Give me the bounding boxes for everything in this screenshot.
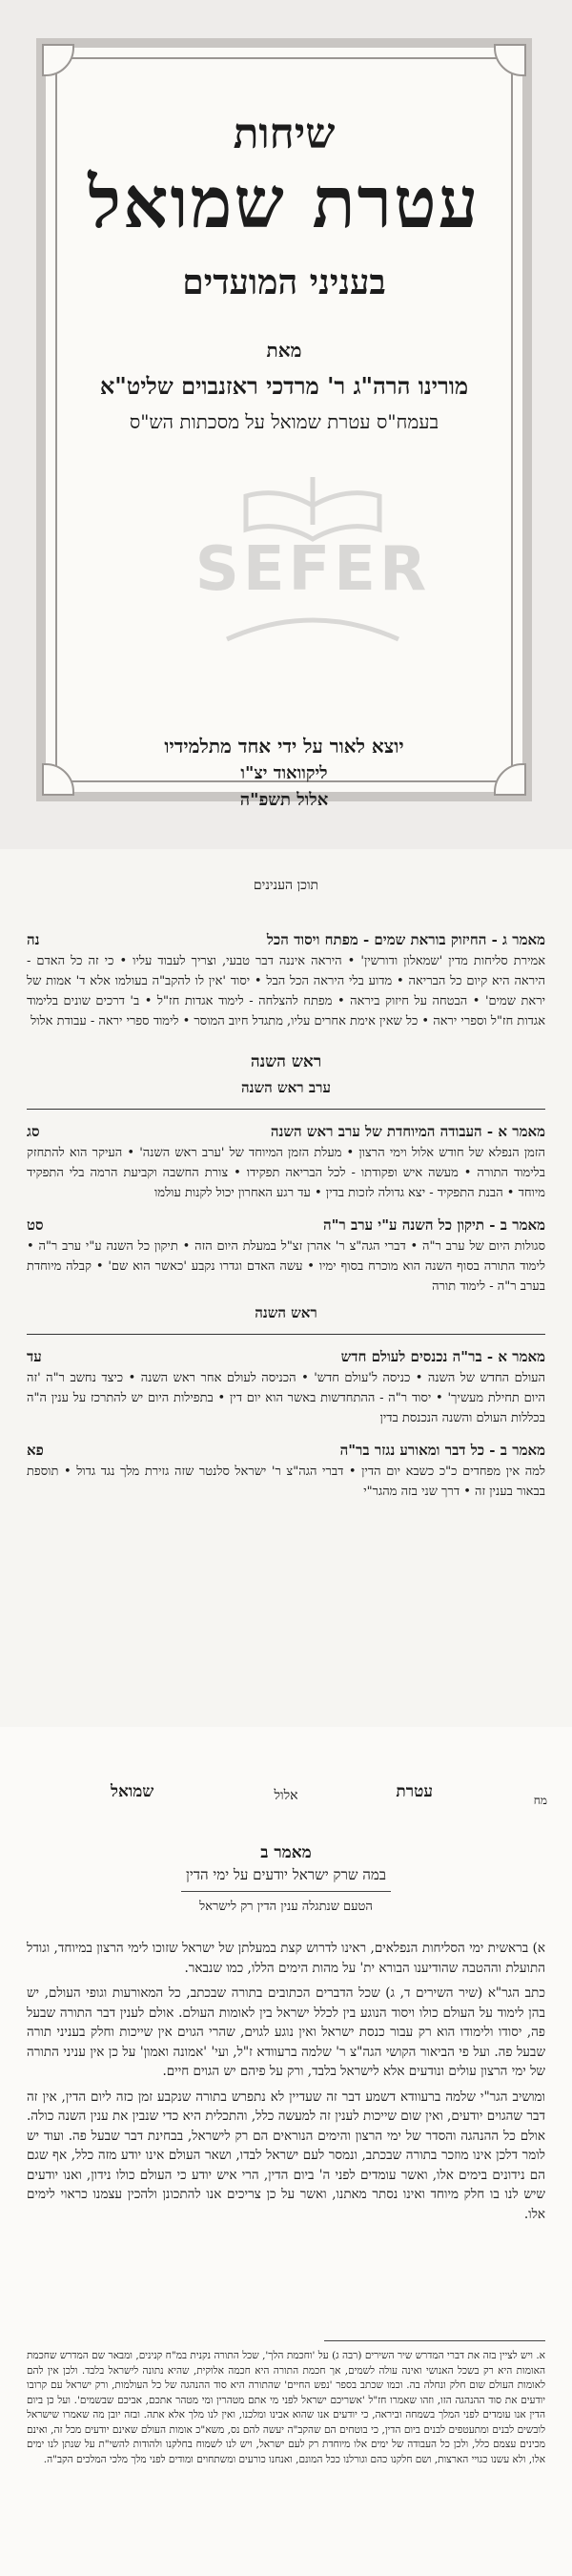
frame-corner	[494, 44, 526, 76]
toc-entry-description: למה אין מפחדים כ"כ כשבא יום הדין • דברי הגה"צ ר' ישראל סלנטר שזה גזירת מלך נגד גדול • תוספת בבאור בענין זה • דרך שני בזה מהגר"י	[27, 1465, 545, 1499]
watermark-text: SEFER	[194, 534, 431, 605]
section-heading: הטעם שנתגלה ענין הדין רק לישראל	[199, 1900, 373, 1914]
header-title-right: עטרת	[396, 1782, 433, 1801]
footnote: א. ויש לציין בזה את דברי המדרש שיר השירים (רבה ג) על 'וחכמת הלך', שכל התורה נקנית במ"ח קנינים, ומבאר שם המדרש שחכמת האומות היא רק בשכל האנושי ואינה עולה לשמים, אך חכמת התורה היא חכמה אלוקית, שהיא נתונה לישראל בלבד. ולכן אין להם לאומות העולם שום חלק ונחלה בה. וכמו שכתב בספר 'נפש החיים' שהתורה היא סוד ההנהגה של כל העולמות, ורק ישראל עם קרובו יודעים את סוד ההנהגה הזו, וזהו שאמרו חז"ל 'אשריכם ישראל לפני מי אתם מטהרין ומי מטהר אתכם, אביכם שבשמים'. ועל כן ביום הדין אנו עומדים לפני המלך בשמחה וביראה, כי יודעים אנו שהוא אבינו ומלכנו, ואין לנו מלך אלא אתה. ובזה יובן מה שאמרו שישראל לובשים לבנים ומתעטפים לבנים ביום הדין, כי בוטחים הם שהקב"ה יעשה להם נס, משא"כ אומות העולם שאינם יודעים מכל זה, ואינם מכינים עצמם כלל, ולכן כל העבודה של ימים אלו מיוחדת רק לעם ישראל, ויש לנו לשמוח בחלקנו ולהודות להשי"ת על שנתן לנו ימים אלו, ולא עשנו כגויי הארצות, ושם חלקנו כהם וגורלנו ככל המונם, ואנחנו כורעים ומשתחוים ומודים לפני מלך מלכי המלכים הקב"ה.	[27, 2350, 545, 2465]
chapter-title: מאמר ב	[260, 1843, 312, 1862]
frame-corner	[42, 44, 74, 76]
toc-title: תוכן הענינים	[253, 878, 319, 893]
toc-entry-description: סגולות היום של ערב ר"ה • דברי הגה"צ ר' אהרן זצ"ל במעלת היום הזה • תיקון כל השנה ע"י ערב ר"ה • לימוד התורה בסוף השנה הוא מוכרח בסוף ימיו • עשה האדם וגדרו נקבע 'כאשר הוא שם' • קבלה מיוחדת בערב ר"ה - לימוד תורה	[27, 1239, 545, 1294]
toc-page-number: נה	[27, 931, 40, 948]
toc-entry-heading: מאמר ג - החיזוק בוראת שמים - מפתח ויסוד הכל	[266, 931, 545, 948]
toc-page-number: פא	[27, 1442, 44, 1459]
title-line-1: שיחות	[233, 110, 336, 158]
ornamental-frame	[36, 38, 532, 810]
header-section: אלול	[274, 1788, 298, 1803]
content-page	[0, 1727, 572, 2576]
title-page	[0, 0, 572, 849]
paragraph: א) בראשית ימי הסליחות הנפלאים, ראינו לדרוש קצת במעלתן של ישראל שזוכו לימי הרצון במיוחד, וגודל התועלת וההטבה שהודיענו הבורא ית' על מהות הימים הללו, כמו שנבאר.	[27, 1941, 545, 1976]
author-description: בעמח"ס עטרת שמואל על מסכתות הש"ס	[129, 410, 439, 433]
table-of-contents-page	[0, 849, 572, 1727]
toc-subsection-heading: ערב ראש השנה	[241, 1079, 331, 1096]
page-number: מח	[533, 1794, 547, 1807]
toc-entry-heading: מאמר א - העבודה המיוחדת של ערב ראש השנה	[270, 1123, 545, 1140]
toc-entry-description: אמירת סליחות מדין 'שמאלון ודורשין' • היראה איננה דבר טבעי, וצריך לעבוד עליו • כי זה כל האדם - היראה היא קיום כל הבריאה • מדוע בלי היראה הכל הבל • יסוד 'אין לו להקב"ה בעולמו אלא ד' אמות של יראת שמים' • הבטחה על חיזוק ביראה • מפתח להצלחה - לימוד אגדות חז"ל • ב' דרכים שונים בלימוד אגדות חז"ל וספרי יראה • כל שאין אימת אחרים עליו, מתגדל חיוב המוסר • לימוד ספרי יראה - עבודת אלול	[27, 954, 545, 1028]
divider	[27, 1334, 545, 1335]
chapter-subtitle: במה שרק ישראל יודעים על ימי הדין	[186, 1866, 386, 1883]
author-name: מורינו הרה"ג ר' מרדכי ראזנבוים שליט"א	[99, 372, 469, 400]
toc-entry[interactable]	[27, 1216, 545, 1235]
footnote-divider	[324, 2340, 545, 2341]
toc-entry-heading: מאמר ב - כל דבר ומאורע נגזר בר"ה	[339, 1442, 545, 1459]
book-title: עטרת שמואל	[88, 162, 480, 244]
header-title-left: שמואל	[111, 1782, 154, 1801]
toc-page-number: עד	[27, 1348, 42, 1365]
book-subtitle: בעניני המועדים	[182, 262, 386, 302]
toc-entry[interactable]	[27, 1442, 545, 1460]
sefer-watermark-logo	[189, 458, 437, 668]
toc-entry[interactable]	[27, 1348, 545, 1366]
divider	[181, 1891, 391, 1892]
publication-date: אלול תשפ"ה	[239, 790, 329, 810]
toc-entry-heading: מאמר ב - תיקון כל השנה ע"י ערב ר"ה	[322, 1216, 545, 1234]
toc-list	[27, 918, 545, 1502]
by-label: מאת	[266, 339, 302, 362]
paragraph: כתב הגר"א (שיר השירים ד, ג) שכל הדברים הכתובים בתורה שבכתב, כל המאורעות וגופי העולם, יש בהן לימוד על העולם כולו ויסוד הנוגע בין לכלל ישראל בין לאומות העולם. אולם לענין דבר התורה שבעל פה, יסודו ולימודו הוא רק עבור כנסת ישראל ואין נוגע לגוים, שהרי הגוים אין שייכות וחלק בעניני תורה שבעל פה. ועל פי הביאור הקושי הגה"צ ר' שלמה ברעוודא ז"ל, ועי' 'אמונה ואמון' על כן אין עניני התורה של ימי הרצון עולים ונודעים אלא לישראל בלבד, ורק על פיהם יש הגוים חיים.	[27, 1985, 546, 2079]
publisher-line: יוצא לאור על ידי אחד מתלמידיו	[164, 735, 404, 758]
toc-page-number: סט	[27, 1216, 44, 1234]
running-header	[25, 1782, 547, 1811]
toc-entry-description: הזמן הנפלא של חודש אלול וימי הרצון • מעלת הזמן המיוחד של 'ערב ראש השנה' • העיקר הוא להתחזק בלימוד התורה • מעשה איש ופקודתו - לכל הבריאה תפקידו • צורת החשבה וקביעת הרמה בלי התפקיד מיוחד • הבנת התפקיד - יצא גדולה לזכות בדין • עד רגע האחרון יכול לקנות עולמו	[27, 1146, 545, 1200]
toc-page-number: סג	[27, 1123, 40, 1140]
toc-section-heading: ראש השנה	[250, 1052, 322, 1071]
publication-place: ליקוואוד יצ"ו	[240, 763, 328, 783]
toc-entry[interactable]	[27, 931, 545, 949]
divider	[27, 1109, 545, 1110]
toc-entry-description: העולם החדש של השנה • כניסה ל'עולם חדש' • הכניסה לעולם אחר ראש השנה • כיצד נחשב ר"ה 'זה היום תחילת מעשיך' • יסוד ר"ה - ההתחדשות באשר הוא יום דין • בתפילות היום יש להתרכז על ענין ה"ה בכללות העולם והשנה הנכנסת בדין	[27, 1371, 545, 1425]
paragraph: ומושיב הגר"י שלמה ברעוודא דשמע דבר זה שעדיין לא נתפרש בתורה שנקבע זמן כזה ליום הדין, אין זה דבר שהגוים יודעים, ואין שום שייכות לענין זה למעשה כלל, והתכלית היא כדי שנבין את ענין השנה כולה. אולם כל ההנהגה והסדר של ימי הרצון והימים הנוראים הם רק לישראל, בבחינת דבר שבעל פה. ועוד יש לומר דלכן אינו מוזכר בתורה שבכתב, ונמסר לעם ישראל לבדו, ושאר העולם אינו יודע מזה כלל, אף שגם הם נידונים בימים אלו, ואשר עומדים לפני ה' ביום הדין, הרי איש יודע כי העולם כולו נידון, ואנו יודעים שיש לנו בו חלק מיוחד ואינו נסתר מאתנו, ואשר על כן צריכים אנו להתכונן ולהכין עצמנו כראוי לימים אלו.	[27, 2088, 545, 2222]
body-text	[27, 1939, 545, 2230]
toc-entry[interactable]	[27, 1123, 545, 1141]
toc-entry-heading: מאמר א - בר"ה נכנסים לעולם חדש	[340, 1348, 545, 1365]
toc-subsection-heading: ראש השנה	[255, 1304, 317, 1321]
